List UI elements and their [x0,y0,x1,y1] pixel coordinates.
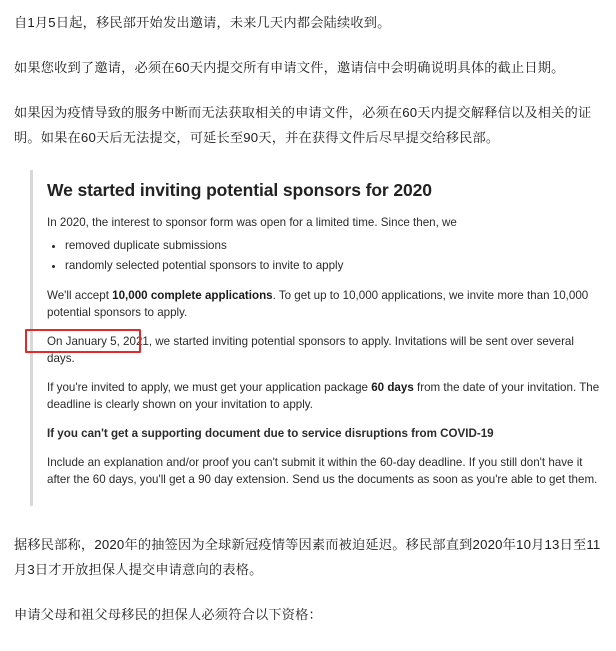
notice-intro: In 2020, the interest to sponsor form was open for a limited time. Since then, we [47,216,457,229]
deadline-suffix: from the date of your invitation. The deadline is clearly shown on your invitation to apply. [47,381,600,411]
notice-heading: We started inviting potential sponsors for 2020 [47,180,432,200]
notice-deadline-line [47,379,602,413]
list-item: • randomly selected potential sponsors to invite to apply [65,257,602,275]
list-item: • removed duplicate submissions [65,237,602,255]
paragraph-cn-4: 据移民部称，2020年的抽签因为全球新冠疫情等因素而被迫延迟。移民部直到2020年10月13日至11月3日才开放担保人提交申请意向的表格。 [14,537,601,577]
highlight-date: On January 5, 2021, [47,335,153,348]
accept-bold: 10,000 complete applications [112,289,273,302]
bottom-chinese-block [14,532,602,627]
notice-covid-body: Include an explanation and/or proof you can't submit it within the 60-day deadline. If you still don't have it after the 60 days, you'll get a 90 day extension. Send us the documents as soon as you're able to get them. [47,456,598,486]
deadline-prefix: If you're invited to apply, we must get your application package [47,381,372,394]
notice-bullet-list [47,237,602,275]
paragraph-cn-2: 如果您收到了邀请，必须在60天内提交所有申请文件，邀请信中会明确说明具体的截止日期。 [14,60,565,75]
accept-prefix: We'll accept [47,289,113,302]
highlight-rest: we started inviting potential sponsors to apply. Invitations will be sent over several days. [47,335,574,365]
notice-highlight-line [47,333,602,367]
deadline-bold: 60 days [371,381,414,394]
accept-suffix: . To get up to 10,000 applications, we invite more than 10,000 potential sponsors to apply. [47,289,589,319]
notice-covid-heading: If you can't get a supporting document due to service disruptions from COVID-19 [47,427,494,440]
quoted-english-notice [30,170,602,506]
paragraph-cn-5: 申请父母和祖父母移民的担保人必须符合以下资格： [14,607,322,622]
notice-accept-line [47,287,602,321]
paragraph-cn-3: 如果因为疫情导致的服务中断而无法获取相关的申请文件，必须在60天内提交解释信以及相关的证明。如果在60天后无法提交，可延长至90天，并在获得文件后尽早提交给移民部。 [14,105,592,145]
paragraph-cn-1: 自1月5日起，移民部开始发出邀请，未来几天内都会陆续收到。 [14,15,391,30]
